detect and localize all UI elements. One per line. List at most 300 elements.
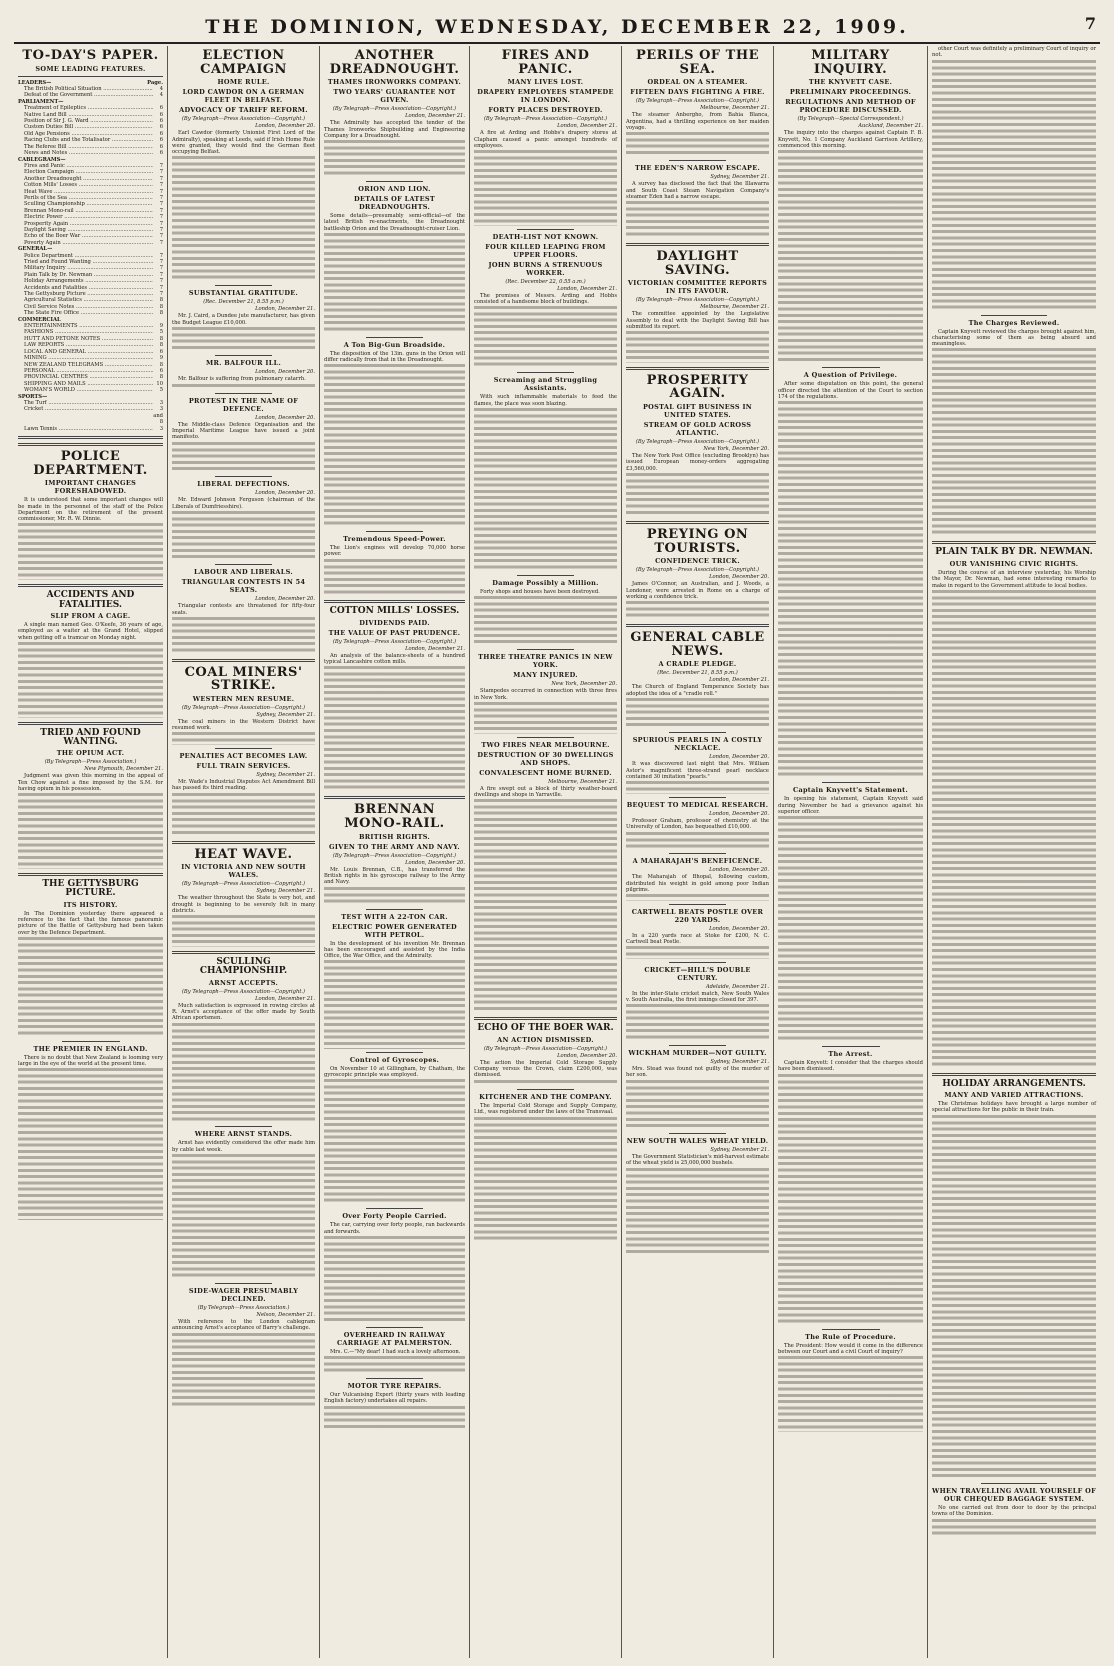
toc-item-page: 7 [159,201,163,208]
article-subhead: DRAPERY EMPLOYEES STAMPEDE IN LONDON. [477,88,614,105]
article-dateline: Nelson, December 21. [256,1311,315,1318]
toc-item-page: 4 [159,92,163,99]
article-paragraph: Forty shops and houses have been destroyed. [480,588,600,595]
toc-item-label: The British Political Situation ..... [18,86,153,92]
article-headline: POLICE DEPARTMENT. [33,448,148,478]
article-byline: (By Telegraph—Press Association.) [44,759,137,766]
toc-item-page: 7 [159,175,163,182]
article-paragraph: In a 220 yards race at Stoke for £200, N. C. Cartwell beat Postle. [626,932,769,945]
body-text-lines [932,348,1096,537]
body-text-lines [324,233,465,334]
toc-item-page: 8 [159,374,163,381]
article-paragraph: The Middle-class Defence Organisation and the Imperial Maritime League have issued a joint manifesto. [172,421,315,441]
article-headline: PREYING ON TOURISTS. [646,526,749,556]
toc-item-label: Defeat of the Government ..... [18,92,153,98]
article-paragraph: The Christmas holidays have brought a large number of special attractions for the public in their train. [932,1101,1096,1114]
article-subhead: MOTOR TYRE REPAIRS. [347,1382,442,1391]
toc-item-label: WOMAN'S WORLD ..... [18,387,153,393]
section-divider [366,1327,422,1328]
section-divider [215,285,272,286]
article-paragraph: No one carried out from door to door by the principal towns of the Dominion. [932,1505,1096,1518]
body-text-lines [172,156,315,282]
article-dateline: Sydney, December 21. [256,888,315,895]
article-subhead: NEW SOUTH WALES WHEAT YIELD. [626,1137,769,1146]
toc-item-label: The Referee Bill ..... [18,144,153,150]
toc-item-page: 7 [159,169,163,176]
article-dateline: Sydney, December 21. [710,1147,769,1154]
article-paragraph: Captain Knyvett: I consider that the charges should have been dismissed. [778,1059,923,1073]
body-text-lines [172,1023,315,1124]
toc-item-label: LOCAL AND GENERAL ..... [18,349,153,355]
toc-item-page: 7 [159,233,163,240]
article-headline: COTTON MILLS' LOSSES. [329,606,460,617]
article-dateline: Melbourne, December 21. [548,778,617,785]
article-paragraph: The Admiralty has accepted the tender of the Thames Ironworks Shipbuilding and Engineering Company for a Dreadnought. [324,120,465,139]
article-subhead: DESTRUCTION OF 30 DWELLINGS AND SHOPS. [477,750,614,767]
article-dateline: Sydney, December 21. [710,174,769,181]
section-divider [822,1329,880,1330]
article-paragraph: James O'Connor, an Australian, and J. Woods, a Londoner, were arrested in Rome on a charge of working a confidence trick. [626,581,769,600]
toc-rule [18,76,163,77]
toc-item-label: Echo of the Boer War ..... [18,233,153,239]
toc-item-page: 9 [159,323,163,330]
article-subhead: LORD CAWDOR ON A GERMAN FLEET IN BELFAST. [182,88,305,105]
article-subhead: BEQUEST TO MEDICAL RESEARCH. [626,800,769,809]
article-subhead: OUR VANISHING CIVIC RIGHTS. [949,559,1079,568]
article-byline: (Rec. December 22, 0.55 a.m.) [505,278,586,285]
article-paragraph: The Imperial Cold Storage and Supply Company, Ltd., was registered under the laws of the Transvaal. [474,1102,617,1116]
article-subhead: ITS HISTORY. [63,900,118,909]
article-paragraph: The committee appointed by the Legislative Assembly to deal with the Daylight Saving Bill has submitted its report. [626,311,769,330]
columns [14,46,1100,1658]
section-divider [822,367,880,368]
article-dateline: London, December 20. [255,490,315,497]
toc-item [18,426,163,432]
article-headline: HOLIDAY ARRANGEMENTS. [942,1078,1086,1089]
article-subhead: A MAHARAJAH'S BENEFICENCE. [632,857,763,866]
body-text-lines [324,559,465,597]
body-text-lines [324,364,465,528]
body-text-lines [324,666,465,792]
toc-section-label: COMMERCIAL [18,316,61,323]
body-text-lines [172,732,315,745]
body-text-lines [172,442,315,474]
toc-item-label: Daylight Saving ..... [18,227,153,233]
section-divider [366,337,422,338]
article-paragraph: A single man named Geo. O'Keefe, 36 years of age, employed as a waiter at the Grand Hotel, slipped when getting off a tramcar on Monday night. [18,622,163,641]
article-byline: (By Telegraph—Press Association—Copyright.) [181,704,306,711]
article-paragraph: The premises of Messrs. Arding and Hobbs consisted of a handsome block of buildings. [474,292,617,306]
article-subhead: THE PREMIER IN ENGLAND. [33,1044,148,1053]
article-headline: PERILS OF THE SEA. [635,48,760,77]
toc-item-page: 7 [159,207,163,214]
body-text-lines [778,816,923,1043]
toc-item-label: Perils of the Sea ..... [18,195,153,201]
toc-item-label: News and Notes ..... [18,150,153,156]
article-subhead: VICTORIAN COMMITTEE REPORTS IN ITS FAVOUR. [627,279,768,296]
article-subhead: TEST WITH A 22-TON CAR. [341,912,448,921]
article-paragraph: The disposition of the 13in. guns in the Orion will differ radically from that in the Dreadnought. [324,350,465,363]
body-text-lines [778,1074,923,1326]
body-text-lines [172,327,315,352]
article-subhead: WICKHAM MURDER—NOT GUILTY. [628,1049,767,1058]
body-text-lines [172,1333,315,1409]
toc-item-label: Military Inquiry ..... [18,265,153,271]
article-dateline: London, December 21. [405,645,465,652]
article-subhead: TRIANGULAR CONTESTS IN 54 SEATS. [181,578,306,595]
article-headline: HEAT WAVE. [194,846,293,862]
article-dateline: London, December 20. [709,754,769,761]
toc-item-label: Old Age Pensions ..... [18,131,153,137]
toc-item-label: Native Land Bill ..... [18,112,153,118]
article-paragraph: The steamer Anbergho, from Bahia Blanca, Argentina, had a thrilling experience on her maiden voyage. [626,112,769,131]
article-headline: ELECTION CAMPAIGN [200,48,287,77]
article-subhead: MANY INJURED. [513,671,578,680]
article-paragraph: An analysis of the balance-sheets of a hundred typical Lancashire cotton mills. [324,652,465,666]
article-dateline: Sydney, December 21. [256,711,315,718]
article-dateline: London, December 21. [255,995,315,1002]
section-divider [215,355,272,356]
article-subhead: THREE THEATRE PANICS IN NEW YORK. [478,653,613,670]
body-text-lines [18,642,163,718]
toc-item-page: 7 [159,265,163,272]
toc-item-label: Custom Duties Bill ..... [18,124,153,130]
toc-item-page: 8 [159,335,163,342]
section-divider [517,575,574,576]
article-divider [18,584,163,587]
article-paragraph: With such inflammable materials to feed the flames, the place was soon blazing. [474,394,617,407]
toc-item-label: Brennan Mono-rail ..... [18,208,153,214]
article-subhead: FIFTEEN DAYS FIGHTING A FIRE. [630,88,765,97]
toc-item-label: Another Dreadnought ..... [18,176,153,182]
toc-item-page: 6 [159,105,163,112]
article-divider [172,659,315,662]
article-divider [324,796,465,799]
toc-item-page: 8 [159,342,163,349]
article-paragraph: Much satisfaction is expressed in rowing circles at R. Arnst's acceptance of the offer made by South African sportsmen. [172,1002,315,1022]
body-text-lines [626,946,769,959]
article-byline: (By Telegraph—Press Association—Copyright.) [635,567,760,574]
article-subhead: WHERE ARNST STANDS. [194,1130,293,1139]
toc-item-page: 8 [159,303,163,310]
article-paragraph: The Government Statistician's mid-harvest estimate of the wheat yield is 25,000,000 bushels. [626,1154,769,1167]
article-dateline: London, December 20. [255,369,315,376]
toc-item-page: 7 [159,284,163,291]
toc-item-page: 6 [159,130,163,137]
article-paragraph: Arnst has evidently considered the offer made him by cable last week. [172,1140,315,1153]
article-divider [18,722,163,725]
toc-item-page: 7 [159,271,163,278]
body-text-lines [474,596,617,646]
body-text-lines [172,1154,315,1280]
column-6 [774,46,928,1658]
article-subhead: Control of Gyroscopes. [349,1055,440,1064]
section-divider [822,1046,880,1047]
toc-item-label: Electric Power ..... [18,214,153,220]
article-subhead: FORTY PLACES DESTROYED. [488,106,603,115]
toc-item-page: 7 [159,226,163,233]
article-paragraph: Our Vulcanising Expert (thirty years with leading English factory) undertakes all repairs. [324,1392,465,1405]
section-divider [669,797,726,798]
column-5 [622,46,774,1658]
toc-item-page: 8 [159,297,163,304]
article-headline: ANOTHER DREADNOUGHT. [329,48,460,77]
section-divider [669,1133,726,1134]
article-dateline: New York, December 20. [703,446,769,452]
column-4 [470,46,622,1658]
article-byline: (By Telegraph—Press Association—Copyright.) [483,116,608,123]
article-subhead: Damage Possibly a Million. [492,578,599,587]
article-dateline: New Plymouth, December 21. [84,766,163,773]
article-subhead: PENALTIES ACT BECOMES LAW. [179,752,308,761]
toc-item-label: LAW REPORTS ..... [18,342,153,348]
article-subhead: ADVOCACY OF TARIFF REFORM. [179,106,308,115]
body-text-lines [18,1068,163,1219]
article-headline: THE GETTYSBURG PICTURE. [42,878,139,899]
article-subhead: IMPORTANT CHANGES FORESHADOWED. [44,479,137,496]
toc-item-label: Position of Sir J. G. Ward ..... [18,118,153,124]
body-text-lines [626,473,769,517]
article-subhead: BRITISH RIGHTS. [358,832,431,841]
toc-item-label: Cotton Mills' Losses ..... [18,182,153,188]
body-text-lines [474,799,617,1013]
article-paragraph: In the inter-State cricket match, New South Wales v. South Australia, the first innings closed for 397. [626,990,769,1004]
article-paragraph: After some disputation on this point, the general officer directed the attention of the Court to section 174 of the regulations. [778,381,923,400]
body-text-lines [324,1236,465,1324]
article-subhead: LIBERAL DEFECTIONS. [197,480,290,489]
body-text-lines [172,915,315,947]
toc-item-page: 4 [159,86,163,93]
article-byline: (By Telegraph—Press Association—Copyright.) [332,638,457,645]
toc-item-page: 8 [159,361,163,368]
toc-item-label: Poverty Again ..... [18,240,153,246]
article-divider [18,873,163,876]
article-subhead: CRICKET—HILL'S DOUBLE CENTURY. [644,965,751,982]
article-dateline: London, December 21. [557,123,617,130]
article-subhead: The Charges Reviewed. [968,318,1060,327]
section-divider [62,1041,120,1042]
article-dateline: London, December 20. [709,867,769,874]
article-paragraph: Mr. Wade's Industrial Disputes Act Amendment Bill has passed its third reading. [172,779,315,792]
article-paragraph: Captain Knyvett reviewed the charges brought against him, characterising some of them as being absurd and meaningless. [932,328,1096,348]
toc-item-label: Agricultural Statistics ..... [18,297,153,303]
article-subhead: THAMES IRONWORKS COMPANY. [327,78,462,87]
article-headline: PROSPERITY AGAIN. [646,372,749,402]
article-subhead: POSTAL GIFT BUSINESS IN UNITED STATES. [642,403,753,419]
toc-section-label: GENERAL— [18,246,53,253]
article-dateline: London, December 20. [709,574,769,581]
toc-item-label: Lawn Tennis ..... [18,426,153,432]
section-divider [981,1483,1047,1484]
article-headline: TRIED AND FOUND WANTING. [40,727,141,747]
article-paragraph: The coal miners in the Western District have resumed work. [172,718,315,732]
toc-page-label: Page. [147,79,163,86]
article-paragraph: There is no doubt that New Zealand is looming very large in the eye of the world at the present time. [18,1054,163,1068]
article-headline: MILITARY INQUIRY. [811,48,890,77]
article-dateline: London, December 21. [557,285,617,292]
body-text-lines [626,698,769,730]
toc-item-page: 6 [159,111,163,118]
toc-item-page: 3 [159,425,163,432]
toc-item-page: 6 [159,348,163,355]
article-paragraph: The inquiry into the charges against Captain F. B. Knyvett, No. 1 Company Auckland Garrison Artillery, commenced this morning. [778,130,923,149]
article-paragraph: The weather throughout the State is very hot, and drought is beginning to be severely felt in many districts. [172,895,315,914]
section-divider [215,748,272,749]
body-text-lines [932,60,1096,312]
article-subhead: A Ton Big-Gun Broadside. [343,340,446,349]
article-headline: FIRES AND PANIC. [501,48,590,77]
article-paragraph: The Maharajah of Bhopal, following custom, distributed his weight in gold among poor Indian pilgrims. [626,874,769,893]
article-subhead: A Question of Privilege. [803,371,898,380]
toc-item-page: 7 [159,278,163,285]
body-text-lines [18,937,163,1038]
toc-item-page: 6 [159,124,163,131]
article-subhead: WHEN TRAVELLING AVAIL YOURSELF OF OUR CHEQUED BAGGAGE SYSTEM. [932,1487,1097,1504]
toc-item-page: 7 [159,188,163,195]
article-subhead: OVERHEARD IN RAILWAY CARRIAGE AT PALMERSTON. [336,1330,453,1347]
article-paragraph: It was discovered last night that Mrs. William Astor's magnificent three-strand pearl necklace contained 30 imitation "pearls." [626,761,769,781]
toc-item-label: Plain Talk by Dr. Newman ..... [18,272,153,278]
toc-item-label: ENTERTAINMENTS ..... [18,323,153,329]
article-subhead: DIVIDENDS PAID. [359,618,430,627]
article-dateline: London, December 20. [255,596,315,603]
article-subhead: DETAILS OF LATEST DREADNOUGHTS. [354,194,435,211]
toc-section-label: LEADERS— [18,79,52,86]
toc-item-label: Heat Wave ..... [18,189,153,195]
article-divider [626,243,769,246]
article-subhead: MR. BALFOUR ILL. [205,359,282,368]
article-dateline: London, December 21. [405,113,465,120]
toc-item-label: PROVINCIAL CENTRES ..... [18,374,153,380]
article-byline: (By Telegraph—Press Association—Copyright.) [635,439,760,445]
body-text-lines [626,1168,769,1256]
body-text-lines [932,1519,1096,1538]
section-divider [669,853,726,854]
article-paragraph: The car, carrying over forty people, ran backwards and forwards. [324,1222,465,1235]
article-subhead: ORION AND LION. [358,184,431,193]
article-subhead: SUBSTANTIAL GRATITUDE. [188,289,299,298]
section-divider [366,1378,422,1379]
section-divider [366,531,422,532]
article-paragraph: With reference to the London cablegram announcing Arnst's acceptance of Barry's challenge. [172,1318,315,1332]
article-subhead: SPURIOUS PEARLS IN A COSTLY NECKLACE. [632,736,763,753]
article-paragraph: In opening his statement, Captain Knyvett said during November he had a grievance against his superior officer. [778,796,923,815]
article-paragraph: Some details—presumably semi-official—of the latest British re-enactments, the Dreadnought battleship Orion and the Dreadnought-cruiser Lion. [324,212,465,232]
article-subhead: ARNST ACCEPTS. [208,978,279,987]
section-divider [517,372,574,373]
section-divider [215,564,272,565]
article-subhead: HOME RULE. [217,78,270,87]
article-subhead: LABOUR AND LIBERALS. [194,568,293,577]
toc-item-label: MINING ..... [18,355,153,361]
body-text-lines [626,1004,769,1042]
article-byline: (By Telegraph—Special Correspondent.) [797,116,904,123]
toc-item-page: 7 [159,252,163,259]
article-paragraph: Mrs. C.—"My dear! I had such a lovely afternoon. [330,1348,461,1355]
article-subhead: The Arrest. [828,1049,873,1058]
article-paragraph: The New York Post Office (excluding Brooklyn) has issued European money-orders aggregating £3,560,000. [626,453,769,472]
section-divider [517,737,574,738]
article-subhead: TWO YEARS' GUARANTEE NOT GIVEN. [333,88,456,105]
body-text-lines [474,408,617,572]
section-divider [215,1126,272,1127]
article-paragraph: Mr. Edward Johnson Ferguson (chairman of the Liberals of Dumfriesshire). [172,497,315,510]
body-text-lines [18,793,163,869]
article-paragraph: In the development of his invention Mr. Brennan has been encouraged and assisted by the India Office, the War Office, and the Admiralty. [324,940,465,960]
article-paragraph: Professor Graham, professor of chemistry at the University of London, has bequeathed £10,000. [626,817,769,831]
section-divider [366,181,422,182]
article-dateline: London, December 20. [557,1052,617,1059]
article-headline: ACCIDENTS AND FATALITIES. [46,590,135,610]
toc-section-label: SPORTS— [18,393,48,400]
article-subhead: A CRADLE PLEDGE. [658,660,737,669]
article-divider [474,1017,617,1020]
toc-item-page: 7 [159,220,163,227]
toc-item-page: 7 [159,182,163,189]
toc-item-label: Holiday Arrangements ..... [18,278,153,284]
article-paragraph: Mr. Louis Brennan, C.B., has transferred the British rights in his gyroscope railway to the Army and Navy. [324,866,465,886]
article-headline: GENERAL CABLE NEWS. [630,630,765,659]
article-divider [18,443,163,446]
article-subhead: JOHN BURNS A STRENUOUS WORKER. [488,260,603,277]
article-subhead: MANY LIVES LOST. [507,78,584,87]
article-subhead: STREAM OF GOLD ACROSS ATLANTIC. [643,421,752,437]
body-text-lines [172,511,315,561]
article-subhead: Tremendous Speed-Power. [343,535,446,544]
body-text-lines [626,894,769,900]
article-subhead: REGULATIONS AND METHOD OF PROCEDURE DISCUSSED. [785,98,916,115]
article-byline: (By Telegraph—Press Association—Copyright.) [483,1045,608,1052]
article-byline: (Rec. December 21, 8.55 p.m.) [203,299,284,306]
article-subhead: CONFIDENCE TRICK. [655,557,740,566]
article-divider [324,600,465,603]
article-paragraph: During the course of an interview yesterday, his Worship the Mayor, Dr. Newman, had some interesting remarks to make in regard to the Government attitude to local bodies. [932,569,1096,589]
article-dateline: Sydney, December 21. [256,772,315,779]
article-subhead: Screaming and Struggling Assistants. [493,376,598,393]
article-subhead: Over Forty People Carried. [342,1212,447,1221]
article-byline: (By Telegraph—Press Association—Copyright.) [181,116,306,123]
toc-item-label: Prosperity Again ..... [18,221,153,227]
article-paragraph: Mrs. Stead was found not guilty of the murder of her son. [626,1066,769,1079]
article-dateline: Auckland, December 21. [858,123,923,130]
article-subhead: The Rule of Procedure. [805,1332,896,1341]
body-text-lines [324,960,465,1048]
toc-item-page: 5 [159,329,163,336]
article-paragraph: On November 10 at Gillingham, by Chatham, the gyroscopic principle was employed. [324,1065,465,1078]
article-paragraph: Earl Cawdor (formerly Unionist First Lord of the Admiralty), speaking at Leeds, said if Irish Home Rule were granted, they would find the German fleet occupying Belfast. [172,130,315,156]
column-3 [320,46,470,1658]
article-paragraph: A fire at Arding and Hobbs's drapery stores at Clapham caused a panic amongst hundreds of employees. [474,130,617,149]
article-dateline: London, December 21. [709,677,769,684]
article-headline: ECHO OF THE BOER WAR. [477,1023,614,1034]
toc-item-page: 7 [159,162,163,169]
body-text-lines [778,150,923,364]
article-subhead: CARTWELL BEATS POSTLE OVER 220 YARDS. [631,907,764,924]
toc-item-page: 10 [156,380,163,387]
toc-item-label: Tried and Found Wanting ..... [18,259,153,265]
body-text-lines [626,331,769,363]
article-byline: (By Telegraph—Press Association—Copyright.) [181,988,306,995]
article-subhead: TWO FIRES NEAR MELBOURNE. [481,740,610,749]
article-byline: (By Telegraph—Press Association—Copyright.) [332,106,457,113]
column-1 [14,46,168,1658]
article-paragraph: Mr. Balfour is suffering from pulmonary catarrh. [178,376,306,383]
article-paragraph: Triangular contests are threatened for fifty-four seats. [172,603,315,616]
column-2 [168,46,320,1658]
article-divider [172,841,315,844]
toc-item-label: The Turf ..... [18,400,153,406]
toc-section-label: CABLEGRAMS— [18,156,66,163]
